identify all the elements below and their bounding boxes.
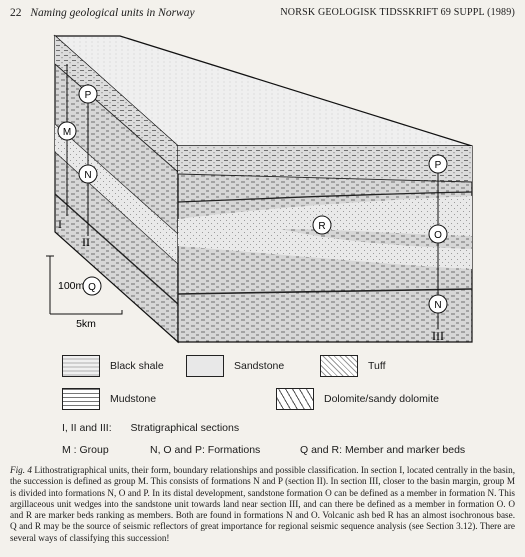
legend-item-black-shale [62,355,164,377]
legend-group: M : Group [62,444,109,456]
running-head [10,7,195,19]
legend-label-black-shale: Black shale [110,360,164,372]
sandstone-swatch [186,355,224,377]
label-q: Q [88,282,96,293]
figure-caption-text: Lithostratigraphical units, their form, boundary relationships and possible classification. In section I, located centrally in the basin, the succession is defined as group M. This consists of formations N and P (section II). In section III, closer to the basin margin, group M is divided into formations N, O and P. In its distal development, sandstone formation O can be defined as a member in formation N. This argillaceous unit wedges into the sandstone unit towards land near section III, and can there be defined as a member in formation O. O and R are marker beds ranking as members. Both are found in formations N and O. Volcanic ash bed R has an almost isochronous base. Q and R may be the source of seismic reflectors of great importance for regional seismic sequence analysis (see Section 3.12). There are several ways of classifying this succession! [10,465,516,543]
dolomite-swatch [276,388,314,410]
legend-item-tuff [320,355,386,377]
label-n-left: N [84,170,92,181]
label-n-right: N [434,300,442,311]
page-number: 22 [10,7,22,19]
block-diagram [0,24,525,344]
legend-label-mudstone: Mudstone [110,393,157,405]
running-title: Naming geological units in Norway [30,7,195,19]
legend-sections-key: I, II and III: [62,422,112,434]
label-section-i: I [58,217,62,231]
journal-name: NORSK GEOLOGISK TIDSSKRIFT 69 SUPPL (1989) [280,7,515,18]
label-r: R [318,221,326,232]
scale-horizontal-label: 5km [76,318,96,330]
legend-label-tuff: Tuff [368,360,386,372]
legend-item-mudstone [62,388,156,410]
legend-item-dolomite [276,388,439,410]
scale-vertical-label: 100m [58,280,85,292]
page-header [10,7,515,23]
legend [0,345,525,455]
legend-sections-desc: Stratigraphical sections [130,422,240,434]
mudstone-swatch [62,388,100,410]
figure-caption [10,465,515,544]
label-section-iii: III [432,329,444,343]
legend-item-sandstone [186,355,284,377]
legend-sections-line [62,422,239,434]
legend-label-sandstone: Sandstone [234,360,285,372]
label-p-left: P [84,90,92,101]
legend-label-dolomite: Dolomite/sandy dolomite [324,393,439,405]
label-m: M [62,127,72,138]
legend-formations: N, O and P: Formations [150,444,261,456]
tuff-swatch [320,355,358,377]
legend-members: Q and R: Member and marker beds [300,444,466,456]
black-shale-swatch [62,355,100,377]
scale-bar-vertical [46,256,54,314]
block-diagram-svg [0,24,525,344]
label-o: O [434,230,442,241]
label-p-right: P [434,160,442,171]
figure-label: Fig. 4 [10,465,32,475]
scale-bar-horizontal [50,310,122,314]
label-section-ii: II [82,235,90,249]
